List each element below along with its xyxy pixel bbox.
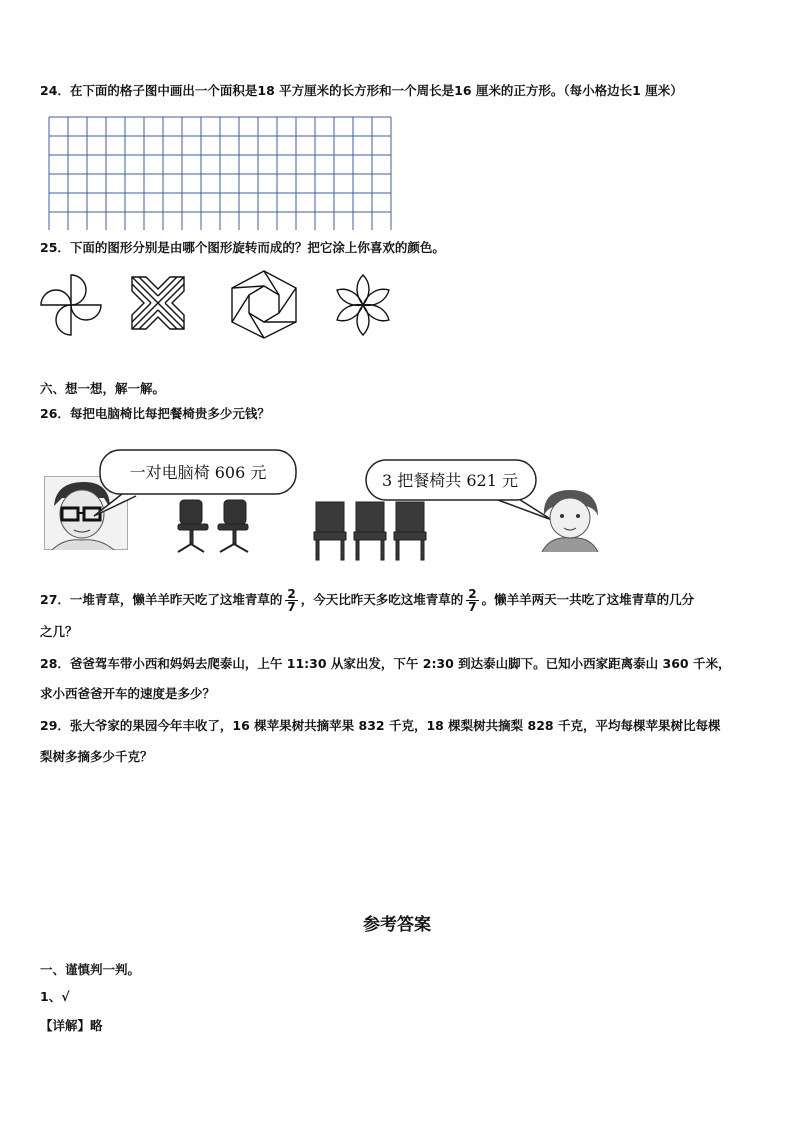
pinwheel-figure xyxy=(36,272,106,338)
question-24: 24．在下面的格子图中画出一个面积是18 平方厘米的长方形和一个周长是16 厘米的正方形。（每小格边长1 厘米） xyxy=(40,83,683,98)
answer-detail: 【详解】略 xyxy=(40,1018,103,1033)
question-28-line-1: 28．爸爸驾车带小西和妈妈去爬泰山，上午 11:30 从家出发，下午 2:30 到达泰山脚下。已知小西家距离泰山 360 千米， xyxy=(40,656,731,671)
fraction-1-numerator: 2 xyxy=(287,586,296,601)
cross-arrow-figure xyxy=(128,273,188,333)
question-27-line-2: 之几？ xyxy=(40,624,78,639)
speech-bubble-right-text: 3 把餐椅共 621 元 xyxy=(382,471,518,490)
flower-figure xyxy=(330,272,396,338)
speech-bubble-right-shape xyxy=(364,456,556,526)
speech-bubble-left-text: 一对电脑椅 606 元 xyxy=(129,463,267,482)
question-27-part-1: 27．一堆青草，懒羊羊昨天吃了这堆青草的 xyxy=(40,592,283,607)
question-29-line-2: 梨树多摘多少千克？ xyxy=(40,749,153,764)
square-grid xyxy=(48,116,392,234)
question-27-line-1 xyxy=(40,580,694,620)
fraction-two-sevenths-2 xyxy=(466,588,478,613)
fraction-2-denominator: 7 xyxy=(468,599,477,614)
woman-illustration xyxy=(536,488,606,552)
answer-item-1: 1、√ xyxy=(40,989,70,1004)
fraction-2-numerator: 2 xyxy=(468,586,477,601)
fraction-1-denominator: 7 xyxy=(287,599,296,614)
question-27-part-3: 。懒羊羊两天一共吃了这堆青草的几分 xyxy=(481,592,695,607)
question-29-line-1: 29．张大爷家的果园今年丰收了，16 棵苹果树共摘苹果 832 千克，18 棵梨树共摘梨 828 千克，平均每棵苹果树比每棵 xyxy=(40,718,721,733)
section-6-heading: 六、想一想，解一解。 xyxy=(40,381,166,396)
question-28-line-2: 求小西爸爸开车的速度是多少？ xyxy=(40,686,216,701)
fraction-two-sevenths-1 xyxy=(285,588,297,613)
computer-chairs-illustration xyxy=(172,498,258,558)
hexagon-rotation-figure xyxy=(226,268,302,340)
answer-section-1-heading: 一、谨慎判一判。 xyxy=(40,962,141,977)
question-26: 26．每把电脑椅比每把餐椅贵多少元钱？ xyxy=(40,406,270,421)
question-27-part-2: ，今天比昨天多吃这堆青草的 xyxy=(300,592,464,607)
question-25: 25．下面的图形分别是由哪个图形旋转而成的？把它涂上你喜欢的颜色。 xyxy=(40,240,445,255)
answer-key-title: 参考答案 xyxy=(363,915,431,935)
